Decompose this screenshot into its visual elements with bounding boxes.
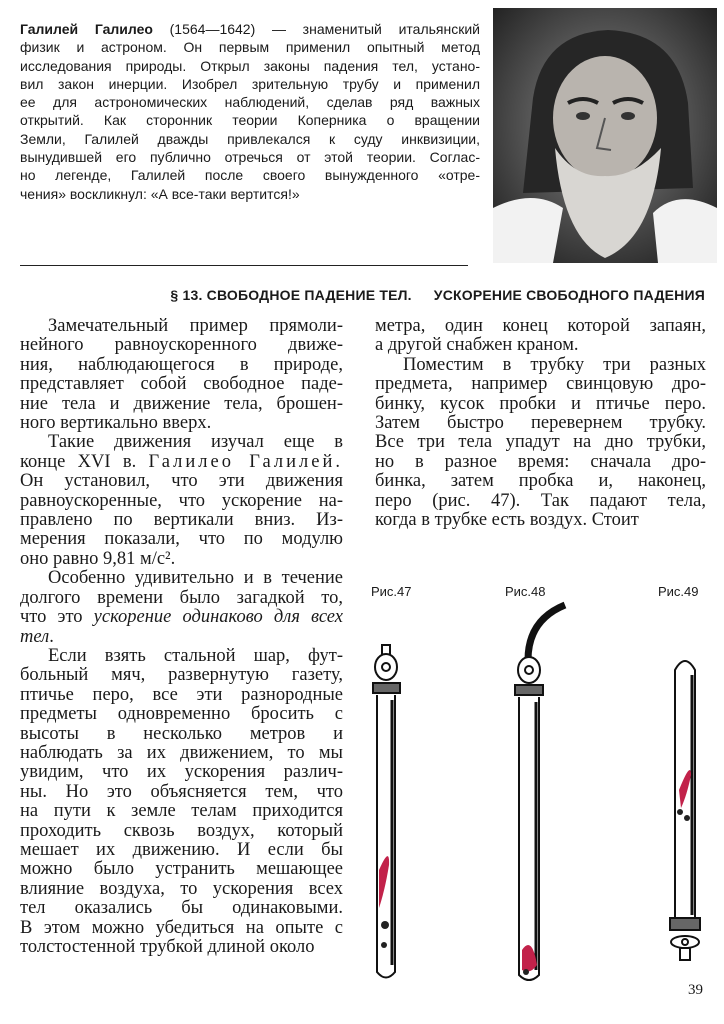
text-line: а другой снабжен краном. [375, 336, 579, 356]
text-line: вил закон инерции. Изобрел зрительную трубу и применил [20, 75, 480, 92]
right-text-column [375, 317, 706, 530]
section-subtitle: УСКОРЕНИЕ СВОБОДНОГО ПАДЕНИЯ [433, 287, 705, 303]
text-line: Затем быстро перевернем трубку. [375, 414, 706, 434]
text-line: оно равно 9,81 м/с². [20, 549, 176, 569]
text-line: вынудившей его публично отречься от этой теории. Соглас- [20, 149, 480, 166]
page-number: 39 [688, 982, 703, 998]
text-line: нейного равноускоренного движе- [20, 336, 343, 356]
text-line: метра, один конец которой запаян, [375, 317, 706, 336]
text-line: Если взять стальной шар, фут- [48, 646, 343, 666]
paragraph [375, 317, 706, 356]
text-line: тел оказались бы одинаковыми. [20, 899, 343, 919]
text-line: ны. Но это объясняется тем, что [20, 782, 343, 802]
text-line [20, 185, 480, 203]
paragraph [20, 433, 343, 569]
figure-48-tube-vacuum [510, 600, 580, 985]
text-line: когда в трубке есть воздух. Стоит [375, 511, 639, 531]
paragraph [20, 647, 343, 958]
text-line: Замечательный пример прямоли- [48, 317, 343, 336]
text-segment: что это [20, 608, 94, 628]
text-line [20, 608, 343, 627]
text-line: Поместим в трубку три разных [403, 355, 706, 375]
text-line: Такие движения изучал еще в [48, 433, 343, 453]
text-segment: (1564—1642) — знаменитый итальянский [152, 21, 480, 37]
text-line: равноускоренные, что ускорение на- [20, 491, 343, 511]
text-line: исследования природы. Открыл законы падения тел, устано- [20, 57, 480, 74]
text-line: предмета, например свинцовую дро- [375, 375, 706, 395]
paragraph [20, 569, 343, 647]
name-text: Галилей Галилео [20, 21, 153, 37]
text-line: бинку, кусок пробки и птичье перо. [375, 394, 706, 414]
text-line: ного вертикально вверх. [20, 414, 212, 434]
text-line: толстостенной трубкой длиной около [20, 938, 315, 957]
text-line: ния, наблюдающегося в природе, [20, 355, 343, 375]
text-line: наблюдать за их движением, то мы [20, 743, 343, 763]
text-line: Все три тела упадут на дно трубки, [375, 433, 706, 453]
text-segment: Галилео Галилей. [148, 452, 343, 472]
text-line: правлено по вертикали вниз. Из- [20, 511, 343, 531]
text-line: можно было устранить мешающее [20, 860, 343, 880]
galileo-portrait [493, 8, 717, 263]
text-line: открытий. Как сторонник теории Коперника о вращении [20, 112, 480, 129]
text-line: ее для астрономических наблюдений, сделав ряд важных [20, 94, 480, 111]
text-line: влияние воздуха, то ускорения всех [20, 879, 343, 899]
text-line: мешает их движению. И если бы [20, 840, 343, 860]
text-segment: чения» воскликнул: «А все-таки вертится!» [20, 185, 300, 202]
text-line: предметы одновременно бросить с [20, 705, 343, 725]
text-line: долгого времени было загадкой то, [20, 588, 343, 608]
text-line: проходить сквозь воздух, который [20, 821, 343, 841]
text-line: физик и астроном. Он первым применил опытный метод [20, 39, 480, 56]
text-segment: конце XVI в. [20, 452, 149, 472]
section-title: § 13. СВОБОДНОЕ ПАДЕНИЕ ТЕЛ. [170, 287, 412, 303]
text-line: Он установил, что эти движения [20, 472, 343, 492]
text-line: но в разное время: сначала дро- [375, 452, 706, 472]
paragraph [20, 317, 343, 433]
text-line: но легенде, Галилей после своего вынужденного «отре- [20, 167, 480, 184]
figure-47-caption: Рис.47 [371, 584, 412, 599]
text-line: перо (рис. 47). Так падают тела, [375, 491, 706, 511]
text-line: представляет собой свободное паде- [20, 375, 343, 395]
text-line [20, 20, 480, 38]
galileo-biography [20, 20, 480, 203]
left-text-column [20, 317, 343, 957]
emphasis-text: ускорение одинаково для всех [93, 608, 343, 628]
figure-47-tube-with-air [365, 640, 425, 985]
text-line: В этом можно убедиться на опыте с [20, 918, 343, 938]
text-line: Земли, Галилей дважды привлекался к суду инквизиции, [20, 130, 480, 147]
figure-48-caption: Рис.48 [505, 584, 546, 599]
text-line: больный мяч, развернутую газету, [20, 666, 343, 686]
text-segment: . [49, 627, 54, 647]
text-line: Особенно удивительно и в течение [48, 569, 343, 589]
text-line: птичье перо, все эти разнородные [20, 685, 343, 705]
text-line: мерения показали, что по модулю [20, 530, 343, 550]
section-heading [170, 287, 705, 303]
paragraph [375, 356, 706, 531]
text-line [20, 628, 343, 647]
text-line: на пути к земле телам приходится [20, 802, 343, 822]
text-line: бинка, затем пробка и, наконец, [375, 472, 706, 492]
figure-49-caption: Рис.49 [658, 584, 699, 599]
text-line: высоты в несколько метров и [20, 724, 343, 744]
text-line: ние тела и движение тела, брошен- [20, 394, 343, 414]
section-divider [20, 265, 468, 266]
text-line [20, 453, 343, 472]
emphasis-text: тел [20, 627, 50, 647]
text-line: увидим, что их ускорения различ- [20, 763, 343, 783]
figure-49-tube-inverted [665, 650, 715, 990]
